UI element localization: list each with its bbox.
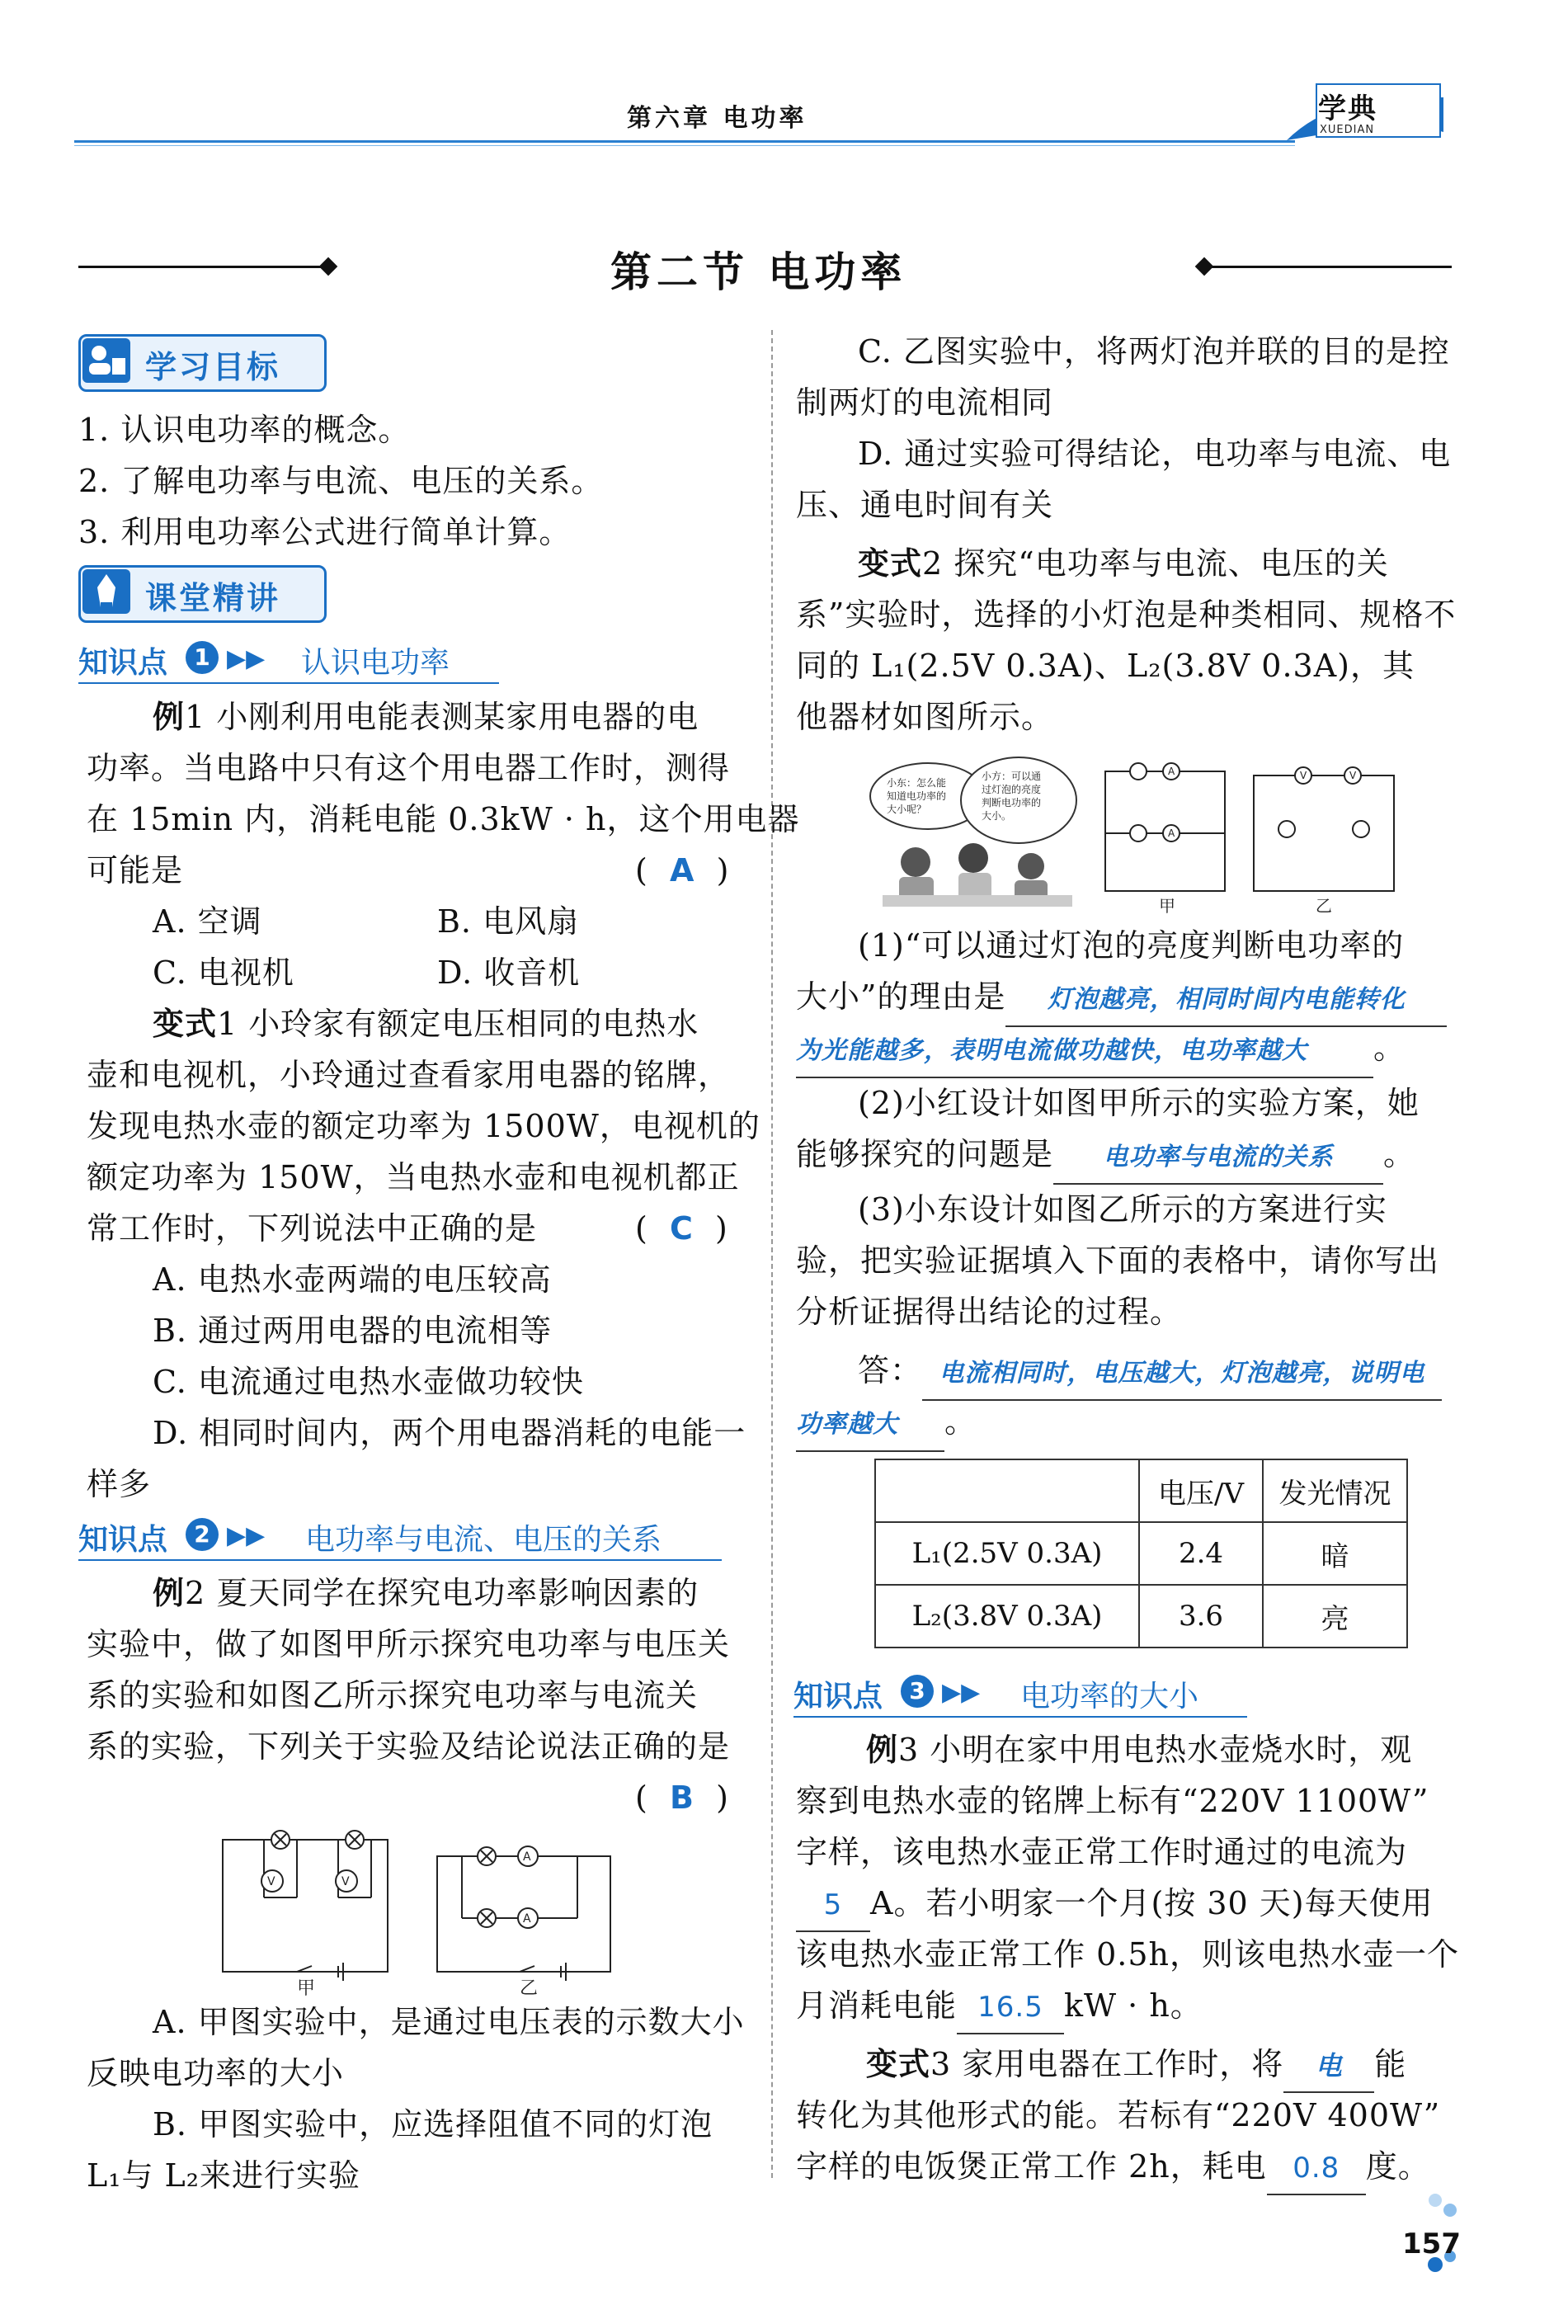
variant-3-line: [866, 2039, 1406, 2093]
example-1-line: [153, 691, 699, 742]
example-2-line: 实验中，做了如图甲所示探究电功率与电压关: [87, 1626, 731, 1662]
question-3-line: (3)小东设计如图乙所示的方案进行实: [858, 1191, 1387, 1228]
example-text: 1 小刚利用电能表测某家用电器的电: [185, 699, 699, 735]
variant-2-line: 系”实验时，选择的小灯泡是种类相同、规格不: [796, 596, 1457, 633]
objective-item: 2. 了解电功率与电流、电压的关系。: [78, 463, 604, 499]
pencil-icon: [82, 569, 130, 614]
question-2-line: (2)小红设计如图甲所示的实验方案，她: [858, 1085, 1420, 1121]
bubble-text: 大小。: [982, 810, 1012, 822]
example-3-line: [796, 1878, 1434, 1932]
option: D. 通过实验可得结论，电功率与电流、电: [858, 436, 1452, 472]
option: B. 甲图实验中，应选择阻值不同的灯泡: [153, 2106, 713, 2143]
answer-prefix: 答：: [858, 1352, 923, 1388]
option: 压、通电时间有关: [796, 487, 1054, 523]
column-divider: [771, 330, 773, 2178]
fill-answer: 功率越大: [796, 1410, 898, 1439]
logo-subtext: XUEDIAN: [1320, 124, 1375, 136]
knowledge-point-3: [793, 1673, 1247, 1714]
bubble-text: 小方：可以通: [982, 771, 1042, 782]
publisher-logo: [1287, 82, 1443, 148]
fill-answer: 5: [823, 1888, 843, 1921]
question-3-line: 验，把实验证据填入下面的表格中，请你写出: [796, 1242, 1440, 1279]
variant-text: 字样的电饭煲正常工作 2h，耗电: [796, 2148, 1267, 2185]
variant-text: 1 小玲家有额定电压相同的电热水: [217, 1006, 699, 1042]
objectives-badge: [78, 334, 327, 392]
kp-underline: [78, 1559, 722, 1561]
variant-2-line: 同的 L₁(2.5V 0.3A)、L₂(3.8V 0.3A)，其: [796, 648, 1415, 684]
option: 反映电功率的大小: [87, 2055, 345, 2091]
bubble-text: 知道电功率的: [887, 790, 947, 802]
kp-title: 认识电功率: [301, 646, 450, 680]
option: B. 电风扇: [437, 903, 580, 940]
svg-text:A: A: [523, 1850, 531, 1864]
kp-label: 知识点: [78, 646, 168, 680]
section-title: 第二节 电功率: [610, 247, 907, 296]
fill-answer: 为光能越多，表明电流做功越快，电功率越大: [796, 1036, 1307, 1065]
answer-line: [796, 1396, 977, 1452]
double-arrow-icon: ▶▶: [227, 644, 266, 673]
kp-title: 电功率的大小: [1020, 1680, 1199, 1714]
variant-3-line: [796, 2141, 1430, 2195]
example-text: 月消耗电能: [796, 1987, 958, 2024]
svg-text:A: A: [1168, 827, 1175, 839]
table-cell: 亮: [1263, 1585, 1407, 1648]
bubble-text: 判断电功率的: [982, 797, 1042, 808]
option: 制两灯的电流相同: [796, 384, 1054, 421]
table-header: 电压/V: [1139, 1459, 1263, 1522]
kp-label: 知识点: [78, 1523, 168, 1557]
variant-1-line: 发现电热水壶的额定功率为 1500W，电视机的: [87, 1108, 760, 1144]
example-3-line: 察到电热水壶的铭牌上标有“220V 1100W”: [796, 1783, 1429, 1819]
answer-bracket: ( A ): [635, 852, 730, 889]
svg-text:A: A: [523, 1912, 531, 1926]
example-2-line: 系的实验，下列关于实验及结论说法正确的是: [87, 1728, 731, 1765]
variant-text: 能: [1374, 2046, 1407, 2082]
fill-answer: 电功率与电流的关系: [1103, 1143, 1334, 1171]
example-3-line: [866, 1724, 1412, 1775]
fill-answer: 电: [1315, 2050, 1343, 2081]
example-3-line: 字样，该电热水壶正常工作时通过的电流为: [796, 1834, 1408, 1870]
kp-underline: [78, 682, 499, 684]
title-rule-right: [1204, 266, 1452, 268]
variant-tag: 变式: [858, 544, 923, 582]
fill-answer: 0.8: [1293, 2152, 1340, 2185]
variant-1-line: 壶和电视机，小玲通过查看家用电器的铭牌，: [87, 1057, 731, 1093]
header-rule: [74, 140, 1295, 143]
lecture-badge: [78, 565, 327, 623]
header-rule-thin: [74, 145, 1295, 146]
example-text: A。若小明家一个月(按 30 天)每天使用: [870, 1885, 1434, 1921]
bubble-text: 大小呢？: [887, 804, 927, 815]
table-cell: L₁(2.5V 0.3A): [875, 1522, 1139, 1585]
kp-underline: [793, 1716, 1247, 1718]
question-end: 。: [1373, 1030, 1406, 1066]
variant-3-line: 转化为其他形式的能。若标有“220V 400W”: [796, 2097, 1441, 2133]
question-2-line: [796, 1129, 1415, 1185]
example-3-line: 该电热水壶正常工作 0.5h，则该电热水壶一个: [796, 1936, 1459, 1973]
bubble-text: 过灯泡的亮度: [982, 784, 1042, 795]
running-header: 第六章 电功率: [627, 104, 808, 133]
example-2-line: [153, 1567, 699, 1619]
question-1-line: (1)“可以通过灯泡的亮度判断电功率的: [858, 927, 1405, 964]
figure-label-jia: 甲: [1159, 896, 1175, 916]
question-end: 。: [1383, 1136, 1416, 1172]
option: B. 通过两用电器的电流相等: [153, 1313, 553, 1349]
example-1-line: 可能是: [87, 852, 184, 889]
fill-answer: 灯泡越亮，相同时间内电能转化: [1047, 985, 1406, 1014]
option: A. 空调: [153, 903, 262, 940]
option: L₁与 L₂来进行实验: [87, 2157, 361, 2194]
table-cell: L₂(3.8V 0.3A): [875, 1585, 1139, 1648]
objective-item: 1. 认识电功率的概念。: [78, 412, 411, 448]
fill-answer: 16.5: [977, 1991, 1043, 2024]
double-arrow-icon: ▶▶: [942, 1678, 981, 1707]
variant-1-line: 额定功率为 150W，当电热水壶和电视机都正: [87, 1159, 740, 1195]
question-1-line: [796, 971, 1447, 1027]
answer-bracket: ( B ): [635, 1780, 729, 1816]
diamond-icon: [319, 257, 338, 276]
page-number: 157: [1402, 2227, 1461, 2260]
question-text: 能够探究的问题是: [796, 1136, 1054, 1172]
variant-2-illustration: [866, 755, 1443, 916]
example-2-circuit-figure: [214, 1819, 627, 1996]
option: 样多: [87, 1466, 152, 1502]
lecture-badge-label: 课堂精讲: [145, 580, 281, 616]
kp-label: 知识点: [793, 1680, 883, 1714]
objectives-badge-label: 学习目标: [145, 349, 281, 385]
table-cell: 暗: [1263, 1522, 1407, 1585]
answer-bracket: ( C ): [635, 1210, 728, 1247]
table-header: 发光情况: [1263, 1459, 1407, 1522]
variant-1-line: [153, 998, 699, 1049]
objective-item: 3. 利用电功率公式进行简单计算。: [78, 514, 572, 550]
variant-1-line: 常工作时，下列说法中正确的是: [87, 1210, 538, 1247]
option: C. 电流通过电热水壶做功较快: [153, 1364, 584, 1400]
example-text: 2 夏天同学在探究电功率影响因素的: [185, 1575, 699, 1611]
svg-text:V: V: [267, 1875, 275, 1888]
answer-letter: C: [669, 1210, 694, 1247]
svg-text:V: V: [341, 1875, 350, 1888]
kp-number-badge: 3: [901, 1675, 934, 1708]
answer-letter: A: [669, 852, 695, 889]
table-cell: 3.6: [1139, 1585, 1263, 1648]
variant-text: 2 探究“电功率与电流、电压的关: [922, 545, 1389, 582]
option: A. 甲图实验中，是通过电压表的示数大小: [153, 2004, 745, 2040]
svg-text:V: V: [1349, 770, 1357, 781]
knowledge-point-2: [78, 1516, 722, 1558]
example-tag: 例: [153, 698, 186, 735]
variant-text: 度。: [1365, 2148, 1430, 2185]
figure-label-yi: 乙: [520, 1978, 539, 1996]
option: D. 相同时间内，两个用电器消耗的电能一: [153, 1415, 746, 1451]
fill-answer: 电流相同时，电压越大，灯泡越亮，说明电: [939, 1359, 1425, 1388]
kp-title: 电功率与电流、电压的关系: [305, 1523, 662, 1557]
kp-number-badge: 2: [186, 1518, 219, 1551]
variant-tag: 变式: [866, 2045, 931, 2082]
table-cell: 2.4: [1139, 1522, 1263, 1585]
question-text: 大小”的理由是: [796, 978, 1006, 1015]
svg-text:V: V: [1300, 770, 1307, 781]
example-text: kW · h。: [1064, 1987, 1203, 2024]
option: A. 电热水壶两端的电压较高: [153, 1261, 552, 1298]
table-header-row: [875, 1459, 1407, 1522]
example-tag: 例: [866, 1731, 899, 1768]
example-1-line: 功率。当电路中只有这个用电器工作时，测得: [87, 750, 731, 786]
example-3-line: [796, 1980, 1203, 2034]
question-1-line: [796, 1022, 1406, 1078]
answer-letter: B: [669, 1780, 695, 1816]
example-tag: 例: [153, 1574, 186, 1611]
table-row: [875, 1585, 1407, 1648]
double-arrow-icon: ▶▶: [227, 1521, 266, 1550]
figure-label-yi: 乙: [1316, 896, 1332, 916]
knowledge-point-1: [78, 639, 499, 681]
option: C. 电视机: [153, 955, 294, 991]
example-1-line: 在 15min 内，消耗电能 0.3kW · h，这个用电器: [87, 801, 800, 837]
variant-text: 3 家用电器在工作时，将: [930, 2046, 1284, 2082]
answer-end: 。: [944, 1403, 977, 1440]
table-header: [875, 1459, 1139, 1522]
option: C. 乙图实验中，将两灯泡并联的目的是控: [858, 333, 1450, 370]
answer-line: [858, 1345, 1442, 1401]
svg-text:A: A: [1168, 766, 1175, 777]
bubble-text: 小东：怎么能: [887, 777, 947, 789]
variant-tag: 变式: [153, 1005, 218, 1042]
example-text: 3 小明在家中用电热水壶烧水时，观: [898, 1732, 1413, 1768]
logo-text: 学典: [1318, 92, 1377, 125]
option: D. 收音机: [437, 955, 581, 991]
table-row: [875, 1522, 1407, 1585]
kp-number-badge: 1: [186, 641, 219, 674]
figure-label-jia: 甲: [297, 1978, 316, 1996]
student-icon: [82, 338, 130, 383]
question-3-line: 分析证据得出结论的过程。: [796, 1294, 1183, 1330]
example-2-line: 系的实验和如图乙所示探究电功率与电流关: [87, 1677, 699, 1714]
variant-2-line: [858, 538, 1389, 589]
title-rule-left: [78, 266, 326, 268]
students-drawing: [883, 843, 1072, 907]
variant-2-line: 他器材如图所示。: [796, 699, 1054, 735]
data-table: [874, 1459, 1408, 1648]
